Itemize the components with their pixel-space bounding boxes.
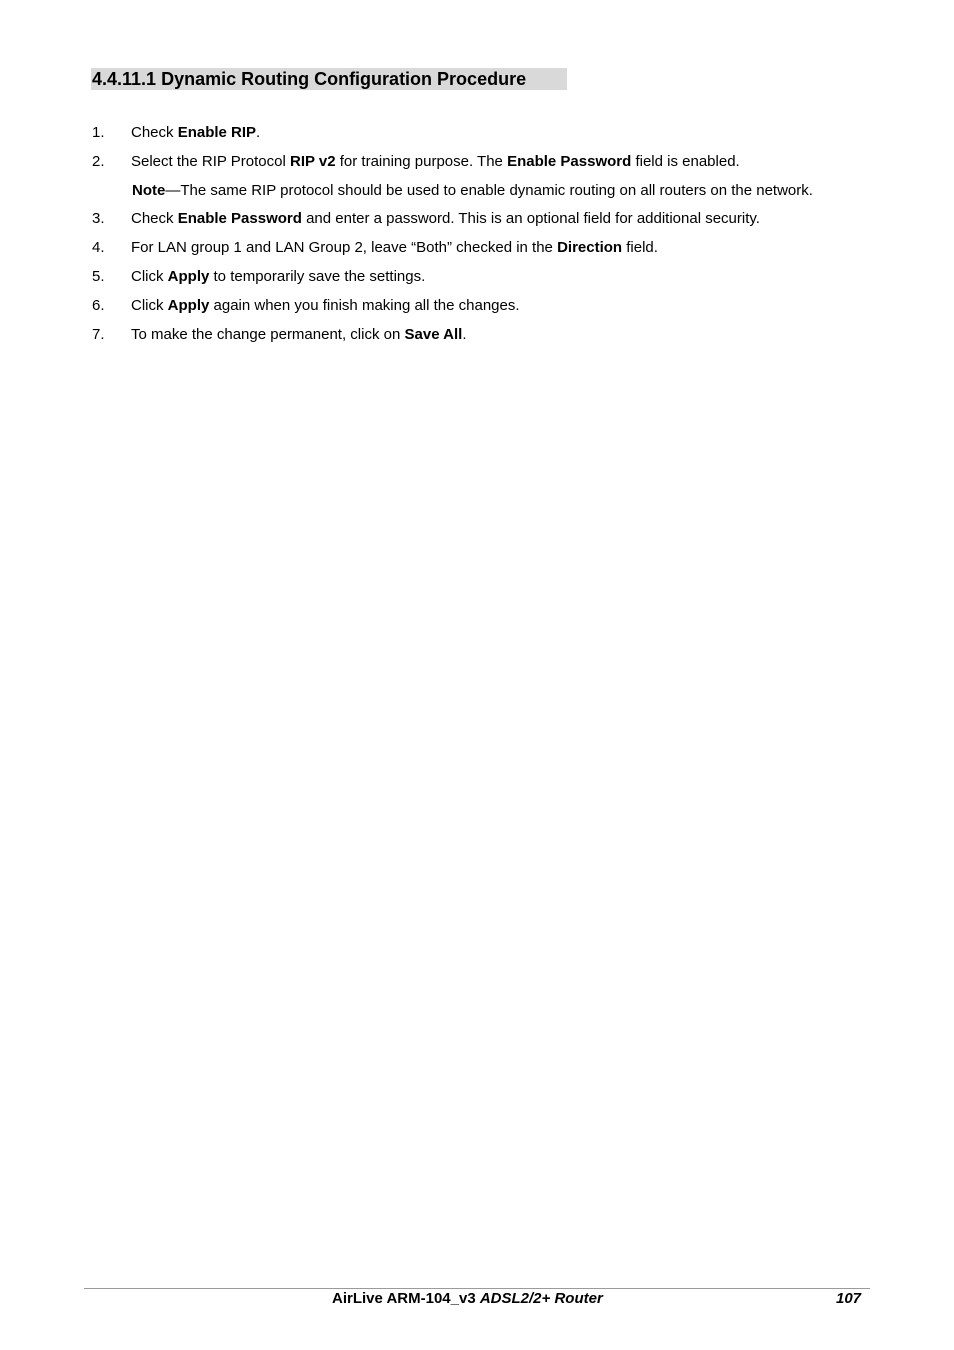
step-text [131,297,520,315]
footer-product-type: ADSL2/2+ Router [479,1290,603,1307]
step-text-part: and enter a password. This is an optional field for additional security. [301,210,760,227]
step-text [131,124,260,142]
step-text [131,268,425,286]
page-number: 107 [836,1290,862,1307]
step-text-part: for training purpose. The [335,153,508,170]
step-number: 1. [92,124,105,141]
step-text-bold: RIP v2 [289,153,336,170]
step-text [131,239,658,257]
step-text [131,153,740,171]
step-number: 7. [92,326,105,343]
step-text-part: To make the change permanent, click on [131,326,405,343]
step-text-bold: Enable Password [177,210,302,227]
footer-product-name: AirLive ARM-104_v3 [332,1290,480,1307]
note-dash: — [165,182,181,199]
step-text-part: For LAN group 1 and LAN Group 2, leave “Both” checked in the [131,239,558,256]
step-number: 2. [92,153,105,170]
section-heading [91,68,567,90]
step-text-part: Click [131,268,168,285]
step-text-bold: Save All [404,326,463,343]
step-number: 4. [92,239,105,256]
step-text [131,210,760,228]
step-text-part: . [256,124,261,141]
footer-product-title [332,1290,603,1308]
step-text-part: to temporarily save the settings. [209,268,426,285]
step-text-part: . [462,326,467,343]
step-text-part: field. [622,239,658,256]
step-text-part: Click [131,297,168,314]
step-text-part: Select the RIP Protocol [131,153,290,170]
note [132,182,813,200]
note-text: The same RIP protocol should be used to enable dynamic routing on all routers on the network. [180,182,813,199]
step-text-part: again when you finish making all the changes. [209,297,520,314]
step-text-bold: Enable RIP [177,124,257,141]
step-text-part: field is enabled. [631,153,740,170]
step-text-bold: Apply [167,268,210,285]
footer-divider [84,1288,870,1289]
section-title: 4.4.11.1 Dynamic Routing Configuration Procedure [92,69,527,89]
step-text-part: Check [131,210,178,227]
step-text [131,326,466,344]
step-text-part: Check [131,124,178,141]
step-number: 5. [92,268,105,285]
step-number: 3. [92,210,105,227]
step-text-bold: Enable Password [507,153,632,170]
step-text-bold: Apply [167,297,210,314]
step-number: 6. [92,297,105,314]
note-label: Note [132,182,166,199]
step-text-bold: Direction [557,239,623,256]
